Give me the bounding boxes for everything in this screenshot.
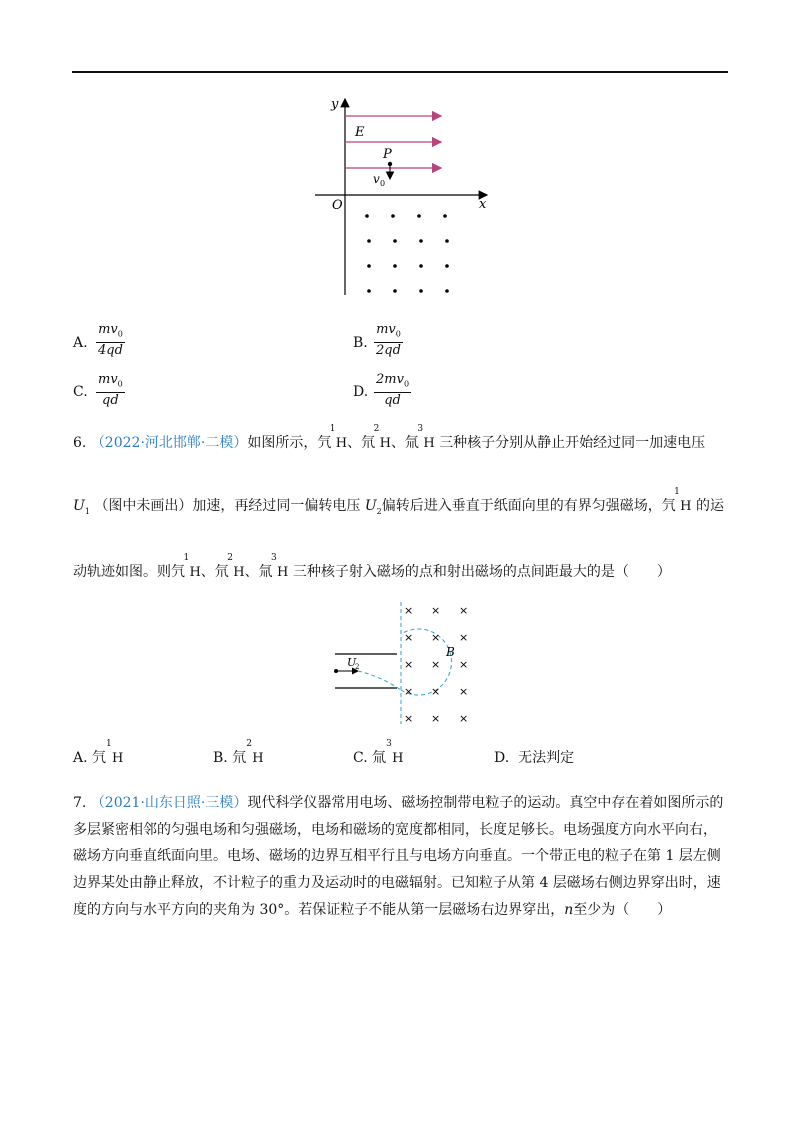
svg-text:×: × xyxy=(431,604,441,617)
q6-option-b: B. 氘 2 H xyxy=(213,739,264,766)
b-label: B xyxy=(446,645,455,659)
q7-line-5: 度的方向与水平方向的夹角为 30°。若保证粒子不能从第一层磁场右边界穿出，n至少为（ ） xyxy=(73,902,672,918)
q7-line-2: 多层紧密相邻的匀强电场和匀强磁场，电场和磁场的宽度都相同，长度足够长。电场强度方向水平向右， xyxy=(73,822,717,838)
figure-magnetic-field xyxy=(325,598,485,728)
origin-label: O xyxy=(332,198,343,213)
q6-line-2: $U_1$ （图中未画出）加速，再经过同一偏转电压 $U_2$偏转后进入垂直于纸面向里的有界匀强磁场，氕 1 H 的运 xyxy=(73,487,724,516)
option-letter: C. xyxy=(73,384,88,400)
b-field-dots xyxy=(365,214,449,293)
option-fraction: $\frac{mv_0}{2qd}$ xyxy=(376,322,401,358)
svg-text:×: × xyxy=(459,604,469,617)
q6-option-d: D. 无法判定 xyxy=(494,750,575,766)
option-letter: B. xyxy=(353,335,368,351)
q6-line-3: 动轨迹如图。则氕 1 H、氘 2 H、氚 3 H 三种核子射入磁场的点和射出磁场的点间距最大的是（ ） xyxy=(73,553,671,580)
x-axis-label: x xyxy=(479,197,487,212)
y-axis-label: y xyxy=(331,97,339,112)
u2-label: U xyxy=(347,656,357,669)
v-label: v xyxy=(373,172,380,186)
q7-line-3: 磁场方向垂直纸面向里。电场、磁场的边界互相平行且与电场方向垂直。一个带正电的粒子在第 1 层左侧 xyxy=(73,848,721,864)
svg-text:×: × xyxy=(404,685,414,698)
e-label: E xyxy=(355,125,365,140)
trajectory-in-plates xyxy=(358,671,401,690)
svg-text:×: × xyxy=(431,658,441,671)
q7-line-1: 7. （2021·山东日照·三模）现代科学仪器常用电场、磁场控制带电粒子的运动。真空中存在着如图所示的 xyxy=(73,795,724,811)
b-field-crosses xyxy=(404,604,468,725)
option-letter: A. xyxy=(73,335,88,351)
svg-text:×: × xyxy=(404,658,414,671)
p-label: P xyxy=(383,147,392,162)
svg-text:×: × xyxy=(404,631,414,644)
svg-text:×: × xyxy=(459,685,469,698)
option-fraction: $\frac{mv_0}{qd}$ xyxy=(98,372,123,408)
option-letter: D. xyxy=(353,384,369,400)
svg-text:×: × xyxy=(404,712,414,725)
svg-text:×: × xyxy=(431,631,441,644)
header-rule xyxy=(72,71,728,73)
svg-text:×: × xyxy=(431,712,441,725)
v-sub-label: 0 xyxy=(380,179,386,188)
u2-sub-label: 2 xyxy=(355,663,360,671)
svg-text:×: × xyxy=(459,658,469,671)
option-fraction: $\frac{2mv_0}{qd}$ xyxy=(376,372,410,408)
svg-text:×: × xyxy=(459,631,469,644)
q6-option-a: A. 氕 1 H xyxy=(73,739,124,766)
q6-option-c: C. 氚 3 H xyxy=(353,739,404,766)
svg-text:×: × xyxy=(459,712,469,725)
svg-text:×: × xyxy=(431,685,441,698)
option-fraction: $\frac{mv_0}{4qd}$ xyxy=(98,322,123,358)
q7-line-4: 边界某处由静止释放，不计粒子的重力及运动时的电磁辐射。已知粒子从第 4 层磁场右侧边界穿出时，速 xyxy=(73,875,721,891)
svg-text:×: × xyxy=(404,604,414,617)
figure-field-coordinates xyxy=(305,95,495,300)
q6-line-1: 6. （2022·河北邯郸·二模）如图所示，氕 1 H、氘 2 H、氚 3 H 三种核子分别从静止开始经过同一加速电压 xyxy=(73,424,706,451)
